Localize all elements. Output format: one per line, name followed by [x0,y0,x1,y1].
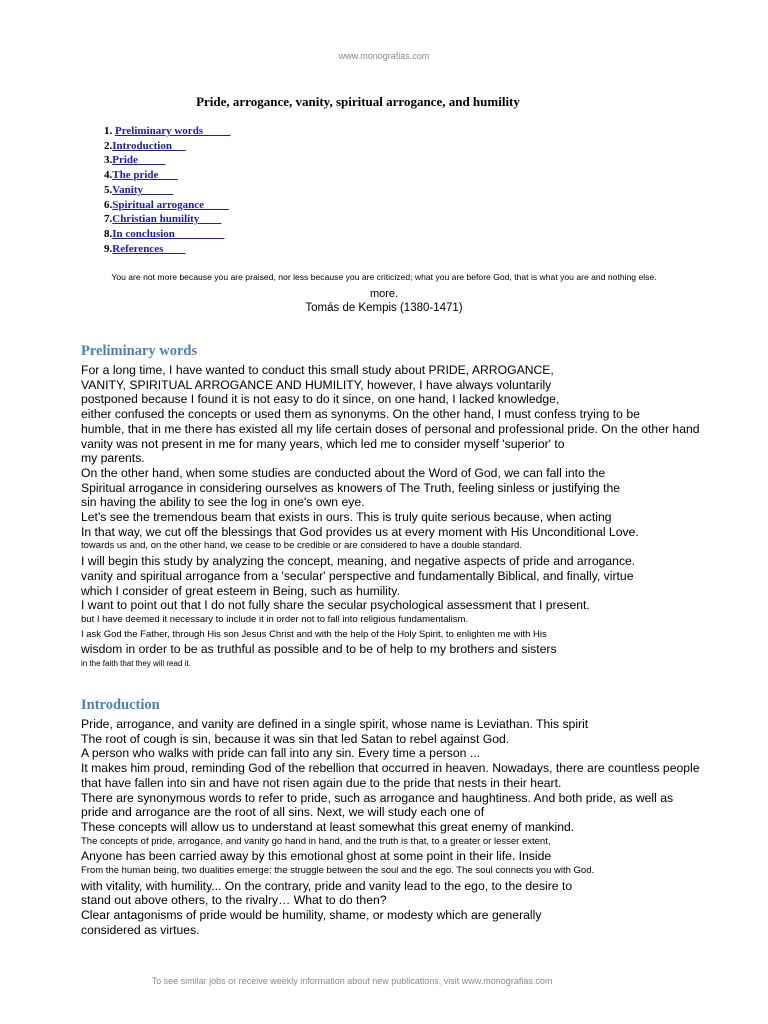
toc-item[interactable]: 4.The pride [104,169,159,182]
section-body-preliminary-words [81,363,717,672]
section-body-introduction [81,717,717,938]
toc-item[interactable]: 1. Preliminary words [104,125,204,137]
paragraph-line: In that way, we cut off the blessings that God provides us at every moment with His Unconditional Love. [81,524,639,539]
toc-link-preliminary-words[interactable]: Preliminary words [115,125,204,137]
paragraph-line: either confused the concepts or used them as synonyms. On the other hand, I must confess trying to be [81,407,640,422]
toc-item[interactable]: 3.Pride [104,154,138,167]
paragraph-line: wisdom in order to be as truthful as possible and to be of help to my brothers and sisters [81,642,557,657]
toc-link-vanity[interactable]: Vanity [112,183,144,196]
toc-item[interactable]: 6.Spiritual arrogance [104,198,205,211]
paragraph-line: On the other hand, when some studies are conducted about the Word of God, we can fall into the [81,465,606,480]
toc-link-pride[interactable]: Pride [112,154,138,167]
site-header: www.monografias.com [338,51,430,61]
epigraph-more: more. [369,288,399,300]
epigraph [0,271,768,316]
paragraph-line: humble, that in me there has existed all my life certain doses of personal and professional pride. On the other hand [81,421,700,436]
paragraph-line: Spiritual arrogance in considering ourselves as knowers of The Truth, feeling sinless or justifying the [81,480,621,495]
paragraph-line: with vitality, with humility... On the contrary, pride and vanity lead to the ego, to the desire to [81,878,573,893]
paragraph-line: I ask God the Father, through His son Jesus Christ and with the help of the Holy Spirit, to enlighten me with His [81,628,547,640]
toc-item[interactable]: 2.Introduction [104,139,172,152]
paragraph-line: VANITY, SPIRITUAL ARROGANCE AND HUMILITY, however, I have always voluntarily [81,377,552,392]
paragraph-line: which I consider of great esteem in Being, such as humility. [81,583,400,598]
section-heading-introduction: Introduction [81,697,160,713]
paragraph-line: towards us and, on the other hand, we cease to be credible or are considered to have a double standard. [81,540,522,552]
epigraph-quote: You are not more because you are praised, nor less because you are criticized; what you are before God, that is what you are and nothing else. [111,272,657,282]
paragraph-line: It makes him proud, reminding God of the rebellion that occurred in heaven. Nowadays, there are countless people [81,761,700,776]
site-footer: To see similar jobs or receive weekly information about new publications, visit www.monografias.com [151,976,553,986]
toc-item[interactable]: 8.In conclusion [104,227,175,240]
paragraph-line: sin having the ability to see the log in one's own eye. [81,495,365,510]
paragraph-line: The root of cough is sin, because it was sin that led Satan to rebel against God. [81,731,510,746]
paragraph-line: Pride, arrogance, and vanity are defined in a single spirit, whose name is Leviathan. This spirit [81,717,589,731]
table-of-contents [104,124,231,256]
toc-link-references[interactable]: References [112,242,164,255]
section-heading-preliminary-words: Preliminary words [81,343,198,359]
paragraph-line: These concepts will allow us to understand at least somewhat this great enemy of mankind. [81,819,575,834]
paragraph-line: There are synonymous words to refer to pride, such as arrogance and haughtiness. And both pride, as well as [81,790,674,805]
paragraph-line: I want to point out that I do not fully share the secular psychological assessment that I present. [81,598,590,613]
toc-link-in-conclusion[interactable]: In conclusion [112,227,175,240]
paragraph-line: Let's see the tremendous beam that exists in ours. This is truly quite serious because, when acting [81,510,612,525]
toc-link-the-pride[interactable]: The pride [112,169,159,182]
toc-link-spiritual-arrogance[interactable]: Spiritual arrogance [112,198,205,211]
paragraph-line: vanity was not present in me for many years, which led me to consider myself 'superior' to [81,436,565,451]
epigraph-author: Tomás de Kempis (1380-1471) [305,302,463,314]
paragraph-line: pride and arrogance are the root of all sins. Next, we will study each one of [81,805,485,820]
toc-link-introduction[interactable]: Introduction [112,139,172,152]
toc-item[interactable]: 9.References [104,242,164,255]
toc-item[interactable]: 5.Vanity [104,183,144,196]
paragraph-line: postponed because I found it is not easy to do it since, on one hand, I lacked knowledge, [81,392,560,407]
paragraph-line: Anyone has been carried away by this emotional ghost at some point in their life. Inside [81,849,552,864]
paragraph-line: but I have deemed it necessary to include it in order not to fall into religious fundamentalism. [81,613,469,625]
paragraph-line: that have fallen into sin and have not risen again due to the pride that nests in their heart. [81,775,562,790]
paragraph-line: in the faith that they will read it. [81,659,191,669]
document-title: Pride, arrogance, vanity, spiritual arrogance, and humility [196,94,520,109]
paragraph-line: considered as virtues. [81,922,200,937]
toc-link-christian-humility[interactable]: Christian humility [112,213,200,226]
paragraph-line: From the human being, two dualities emerge: the struggle between the soul and the ego. The soul connects you with God. [81,865,595,877]
paragraph-line: A person who walks with pride can fall into any sin. Every time a person ... [81,746,480,761]
paragraph-line: vanity and spiritual arrogance from a 'secular' perspective and fundamentally Biblical, and finally, virtue [81,568,634,583]
paragraph-line: my parents. [81,451,145,466]
toc-item[interactable]: 7.Christian humility [104,213,200,226]
paragraph-line: For a long time, I have wanted to conduct this small study about PRIDE, ARROGANCE, [81,363,554,377]
paragraph-line: The concepts of pride, arrogance, and vanity go hand in hand, and the truth is that, to a greater or lesser extent, [81,835,551,847]
paragraph-line: Clear antagonisms of pride would be humility, shame, or modesty which are generally [81,908,542,923]
paragraph-line: I will begin this study by analyzing the concept, meaning, and negative aspects of pride and arrogance. [81,554,636,569]
paragraph-line: stand out above others, to the rivalry… What to do then? [81,893,387,908]
